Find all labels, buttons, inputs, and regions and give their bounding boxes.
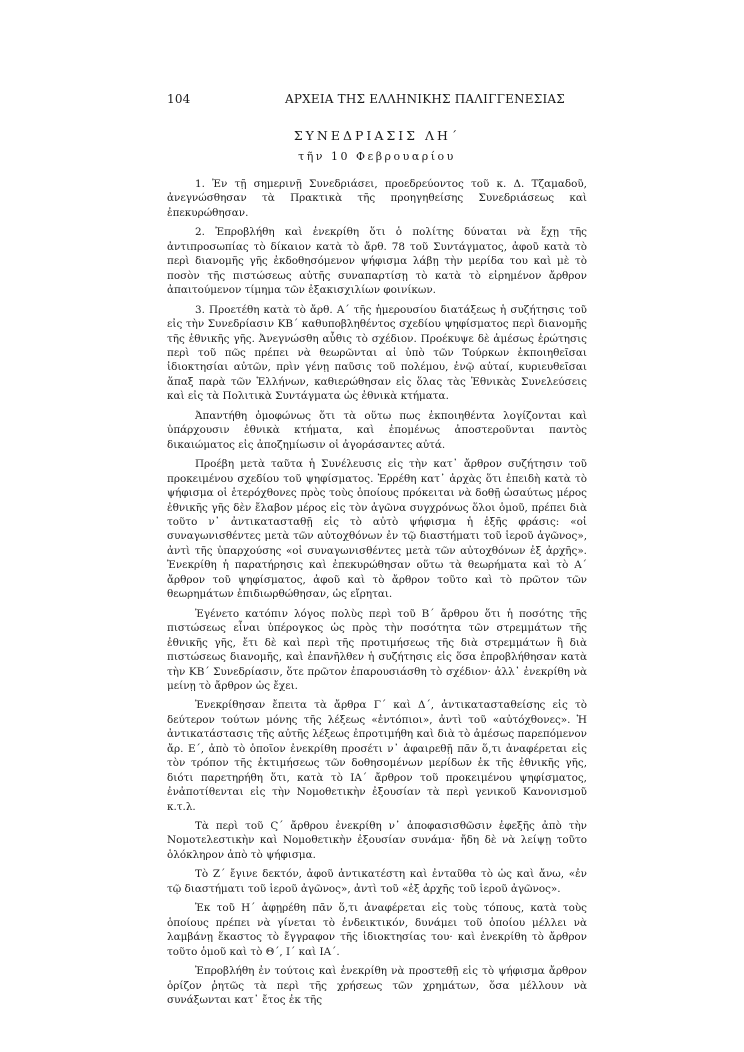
- paragraph-article-f: Τὰ περὶ τοῦ Ϛ΄ ἄρθρου ἐνεκρίθη ν᾽ ἀποφασισθῶσιν ἐφεξῆς ἀπὸ τὴν Νομοτελεστικὴν καὶ Νομοθετικὴν ἐξουσίαν συνάμα· ἤδη δὲ νὰ λείψῃ τοῦτο ὁλόκληρον ἀπὸ τὸ ψήφισμα.: [167, 820, 587, 861]
- session-title: ΣΥΝΕΔΡΙΑΣΙΣ ΛΗ΄: [293, 128, 461, 143]
- paragraph-new-article: Ἐπροβλήθη ἐν τούτοις καὶ ἐνεκρίθη νὰ προστεθῇ εἰς τὸ ψήφισμα ἄρθρον ὁρίζον ῥητῶς τὰ περὶ τῆς χρήσεως τῶν χρημάτων, ὅσα μέλλουν νὰ συνάξωνται κατ᾽ ἔτος ἐκ τῆς: [167, 965, 587, 1007]
- paragraph-item-1: 1. Ἐν τῇ σημερινῇ Συνεδριάσει, προεδρεύοντος τοῦ κ. Δ. Τζαμαδοῦ, ἀνεγνώσθησαν τὰ Πρακτικὰ τῆς προηγηθείσης Συνεδριάσεως καὶ ἐπεκυρώθησαν.: [167, 178, 587, 219]
- paragraph-item-3: 3. Προετέθη κατὰ τὸ ἄρθ. Α΄ τῆς ἡμερουσίου διατάξεως ἡ συζήτησις τοῦ εἰς τὴν Συνεδρίασιν ΚΒ΄ καθυποβληθέντος σχεδίου ψηφίσματος περὶ διανομῆς τῆς ἐθνικῆς γῆς. Ἀνεγνώσθη αὖθις τὸ σχέδιον. Προέκυψε δὲ ἀμέσως ἐρώτησις περὶ τοῦ πῶς πρέπει νὰ θεωρῶνται αἱ ὑπὸ τῶν Τούρκων ἐκποιηθεῖσαι ἰδιοκτησίαι αὐτῶν, πρὶν γένῃ παῦσις τοῦ πολέμου, ἐνῷ αὐταί, κυριευθεῖσαι ἅπαξ παρὰ τῶν Ἑλλήνων, καθιερώθησαν εἰς ὅλας τὰς Ἐθνικὰς Συνελεύσεις καὶ εἰς τὰ Πολιτικὰ Συντάγματα ὡς ἐθνικὰ κτήματα.: [167, 303, 587, 403]
- paragraph-reply: Ἀπαντήθη ὁμοφώνως ὅτι τὰ οὕτω πως ἐκποιηθέντα λογίζονται καὶ ὑπάρχουσιν ἐθνικὰ κτήματα, καὶ ἐπομένως ἀποστεροῦνται παντὸς δικαιώματος εἰς ἀποζημίωσιν οἱ ἀγοράσαντες αὐτά.: [167, 409, 587, 451]
- paragraph-article-g: Τὸ Ζ΄ ἔγινε δεκτόν, ἀφοῦ ἀντικατέστη καὶ ἐνταῦθα τὸ ὡς καὶ ἄνω, «ἐν τῷ διαστήματι τοῦ ἱεροῦ ἀγῶνος», ἀντὶ τοῦ «ἐξ ἀρχῆς τοῦ ἱεροῦ ἀγῶνος».: [167, 868, 587, 895]
- body-text: [167, 177, 587, 1012]
- paragraph-articles-c-d-e: Ἐνεκρίθησαν ἔπειτα τὰ ἄρθρα Γ΄ καὶ Δ΄, ἀντικατασταθείσης εἰς τὸ δεύτερον τούτων μόνης τῆς λέξεως «ἐντόπιοι», ἀντὶ τοῦ «αὐτόχθονες». Ἡ ἀντικατάστασις τῆς αὐτῆς λέξεως ἐπροτιμήθη καὶ διὰ τὸ ἀμέσως παρεπόμενον ἄρ. Ε΄, ἀπὸ τὸ ὁποῖον ἐνεκρίθη προσέτι ν᾽ ἀφαιρεθῇ πᾶν ὅ,τι ἀναφέρεται εἰς τὸν τρόπον τῆς ἐκτιμήσεως τῶν δοθησομένων μερίδων ἐκ τῆς ἐθνικῆς γῆς, διότι παρετηρήθη ὅτι, κατὰ τὸ ΙΑ΄ ἄρθρον τοῦ προκειμένου ψηφίσματος, ἐνἀποτίθενται εἰς τὴν Νομοθετικὴν ἐξουσίαν τὰ περὶ γενικοῦ Κανονισμοῦ κ.τ.λ.: [167, 699, 587, 813]
- paragraph-article-b: Ἐγένετο κατόπιν λόγος πολὺς περὶ τοῦ Β΄ ἄρθρου ὅτι ἡ ποσότης τῆς πιστώσεως εἶναι ὑπέρογκος ὡς πρὸς τὴν ποσότητα τῶν στρεμμάτων τῆς ἐθνικῆς γῆς, ἔτι δὲ καὶ περὶ τῆς προτιμήσεως τῆς διὰ στρεμμάτων ἢ διὰ πιστώσεως διανομῆς, καὶ ἐπανῆλθεν ἡ συζήτησις εἰς ὅσα ἐπροβλήθησαν κατὰ τὴν ΚΒ΄ Συνεδρίασιν, ὅτε πρῶτον ἐπαρουσιάσθη τὸ σχέδιον· ἀλλ᾽ ἐνεκρίθη νὰ μείνῃ τὸ ἄρθρον ὡς ἔχει.: [167, 607, 587, 692]
- running-head: [167, 92, 587, 110]
- paragraph-article-h: Ἐκ τοῦ Η΄ ἀφῃρέθη πᾶν ὅ,τι ἀναφέρεται εἰς τοὺς τόπους, κατὰ τοὺς ὁποίους πρέπει νὰ γίνεται τὸ ἐνδεικτικόν, δυνάμει τοῦ ὁποίου μέλλει νὰ λαμβάνῃ ἕκαστος τὸ ἔγγραφον τῆς ἰδιοκτησίας του· καὶ ἐνεκρίθη τὸ ἄρθρον τοῦτο ὁμοῦ καὶ τὸ Θ΄, Ι΄ καὶ ΙΑ΄.: [167, 902, 587, 958]
- paragraph-item-2: 2. Ἐπροβλήθη καὶ ἐνεκρίθη ὅτι ὁ πολίτης δύναται νὰ ἔχῃ τῆς ἀντιπροσωπίας τὸ δίκαιον κατὰ τὸ ἄρθ. 78 τοῦ Συντάγματος, ἀφοῦ κατὰ τὸ περὶ διανομῆς γῆς ἐκδοθησόμενον ψήφισμα λάβῃ τὴν μερίδα του καὶ μὲ τὸ ποσὸν τῆς πιστώσεως αὐτῆς συναπαρτίσῃ τὸ κατὰ τὸ εἰρημένον ἄρθρον ἀπαιτούμενον τίμημα τῶν ἐξακισχιλίων φοινίκων.: [167, 226, 587, 297]
- paragraph-article-discussion: Προέβη μετὰ ταῦτα ἡ Συνέλευσις εἰς τὴν κατ᾽ ἄρθρον συζήτησιν τοῦ προκειμένου σχεδίου τοῦ ψηφίσματος. Ἐρρέθη κατ᾽ ἀρχὰς ὅτι ἐπειδὴ κατὰ τὸ ψήφισμα οἱ ἑτερόχθονες πρὸς τοὺς ὁποίους πρόκειται νὰ δοθῇ ὡσαύτως μέρος ἐθνικῆς γῆς δὲν ἔλαβον μέρος εἰς τὸν ἀγῶνα συγχρόνως ὅλοι ὁμοῦ, πρέπει διὰ τοῦτο ν᾽ ἀντικατασταθῇ εἰς τὸ αὐτὸ ψήφισμα ἡ ἑξῆς φράσις: «οἱ συναγωνισθέντες μετὰ τῶν αὐτοχθόνων ἐν τῷ διαστήματι τοῦ ἱεροῦ ἀγῶνος», ἀντὶ τῆς ὑπαρχούσης «οἱ συναγωνισθέντες μετὰ τῶν αὐτοχθόνων ἐξ ἀρχῆς». Ἐνεκρίθη ἡ παρατήρησις καὶ ἐπεκυρώθησαν οὕτω τὰ θεωρήματα καὶ τὸ Α΄ ἄρθρον τοῦ ψηφίσματος, ἀφοῦ καὶ τὸ ἄρθρον τοῦτο καὶ τὸ πρῶτον τῶν θεωρημάτων ἐπιδιωρθώθησαν, ὡς εἴρηται.: [167, 458, 587, 601]
- session-date: τῆν 10 Φεβρουαρίου: [298, 150, 456, 163]
- page-number: 104: [167, 92, 191, 106]
- running-title: ΑΡΧΕΙΑ ΤΗΣ ΕΛΛΗΝΙΚΗΣ ΠΑΛΙΓΓΕΝΕΣΙΑΣ: [285, 92, 565, 106]
